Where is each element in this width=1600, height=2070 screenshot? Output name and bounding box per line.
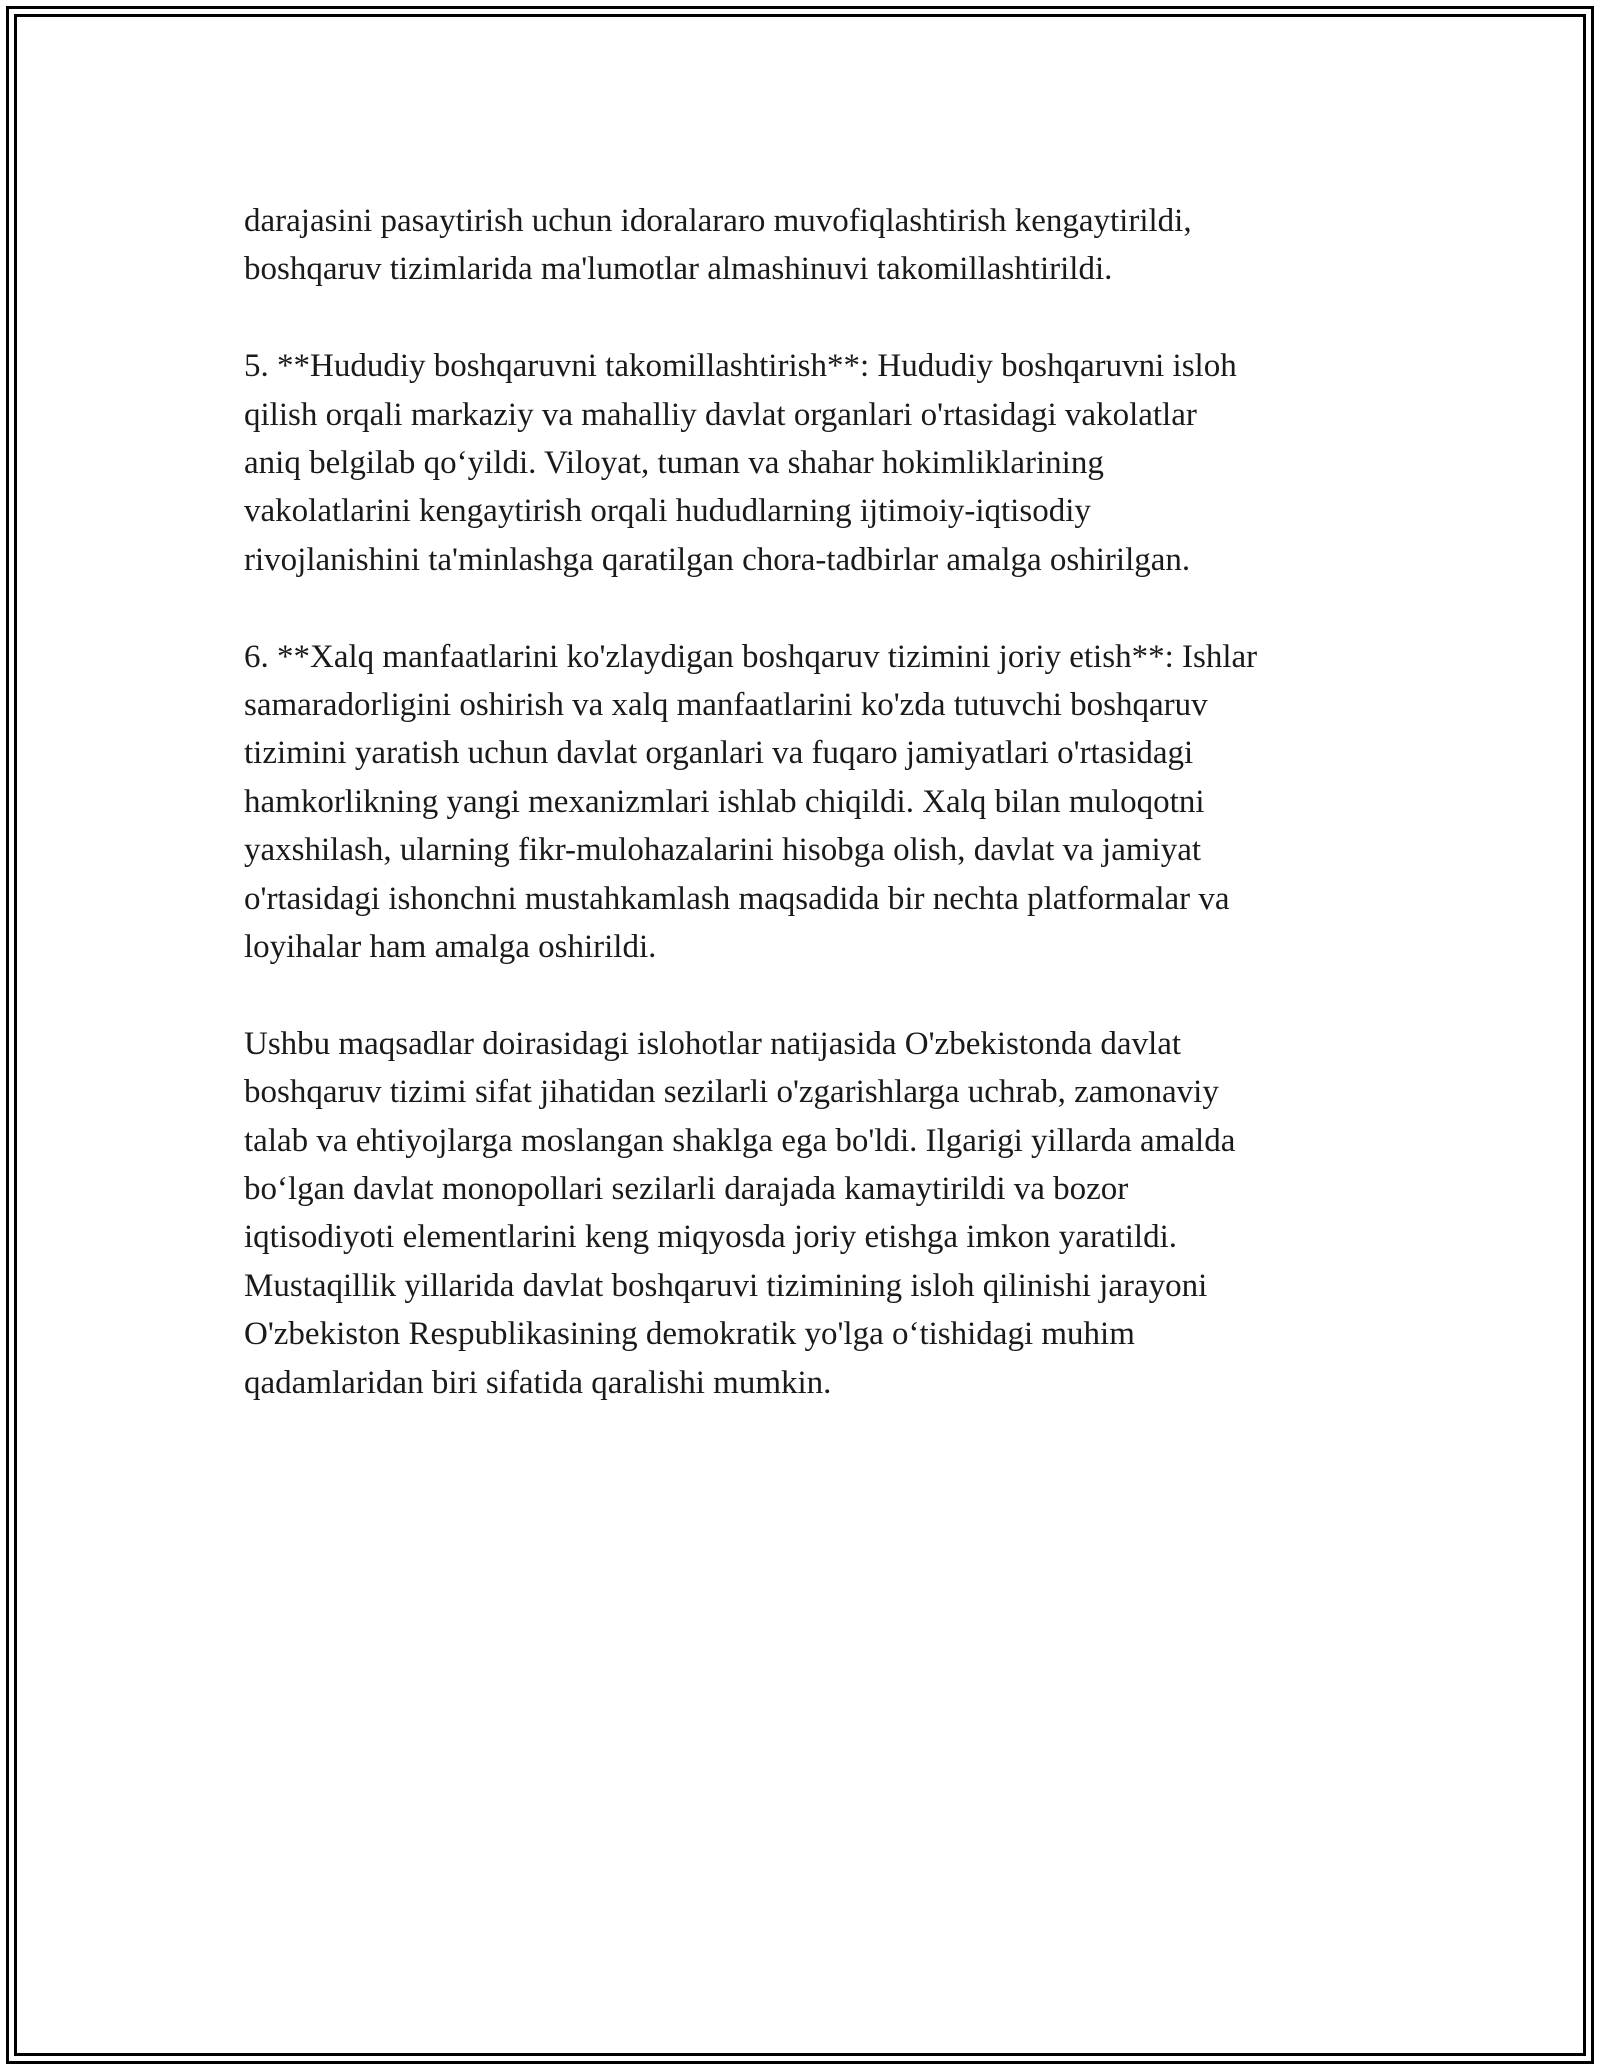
text-line: boshqaruv tizimi sifat jihatidan sezilarli o'zgarishlarga uchrab, zamonaviy [244,1074,1219,1111]
paragraph-conclusion [244,1020,1394,1407]
document-body [244,197,1394,1456]
paragraph-item-6 [244,633,1394,972]
text-line: darajasini pasaytirish uchun idoralararo muvofiqlashtirish kengaytirildi, [244,203,1192,239]
text-line: aniq belgilab qo‘yildi. Viloyat, tuman va shahar hokimliklarining [244,445,1104,482]
text-line: samaradorligini oshirish va xalq manfaatlarini ko'zda tutuvchi boshqaruv [244,687,1208,724]
text-line: talab va ehtiyojlarga moslangan shaklga ega bo'ldi. Ilgarigi yillarda amalda [244,1122,1236,1159]
paragraph-item-5 [244,342,1394,584]
text-line: yaxshilash, ularning fikr-mulohazalarini hisobga olish, davlat va jamiyat [244,832,1202,869]
text-line: O'zbekiston Respublikasining demokratik yo'lga o‘tishidagi muhim [244,1316,1135,1353]
text-line: tizimini yaratish uchun davlat organlari va fuqaro jamiyatlari o'rtasidagi [244,735,1194,772]
text-line: 5. **Hududiy boshqaruvni takomillashtirish**: Hududiy boshqaruvni isloh [244,348,1237,385]
text-line: bo‘lgan davlat monopollari sezilarli darajada kamaytirildi va bozor [244,1171,1129,1208]
text-line: loyihalar ham amalga oshirildi. [244,929,657,966]
text-line: o'rtasidagi ishonchni mustahkamlash maqsadida bir nechta platformalar va [244,880,1230,917]
text-line: Mustaqillik yillarida davlat boshqaruvi tizimining isloh qilinishi jarayoni [244,1267,1208,1304]
text-line: vakolatlarini kengaytirish orqali hududlarning ijtimoiy-iqtisodiy [244,493,1091,530]
text-line: hamkorlikning yangi mexanizmlari ishlab chiqildi. Xalq bilan muloqotni [244,783,1205,820]
text-line: qadamlaridan biri sifatida qaralishi mumkin. [244,1364,832,1401]
page-frame [6,6,1594,2064]
text-line: qilish orqali markaziy va mahalliy davlat organlari o'rtasidagi vakolatlar [244,396,1197,433]
text-line: iqtisodiyoti elementlarini keng miqyosda joriy etishga imkon yaratildi. [244,1219,1178,1256]
text-line: boshqaruv tizimlarida ma'lumotlar almashinuvi takomillashtirildi. [244,251,1113,288]
paragraph-continuation [244,197,1394,294]
text-line: 6. **Xalq manfaatlarini ko'zlaydigan boshqaruv tizimini joriy etish**: Ishlar [244,638,1258,675]
text-line: rivojlanishini ta'minlashga qaratilgan chora-tadbirlar amalga oshirilgan. [244,541,1191,578]
text-line: Ushbu maqsadlar doirasidagi islohotlar natijasida O'zbekistonda davlat [244,1025,1182,1062]
